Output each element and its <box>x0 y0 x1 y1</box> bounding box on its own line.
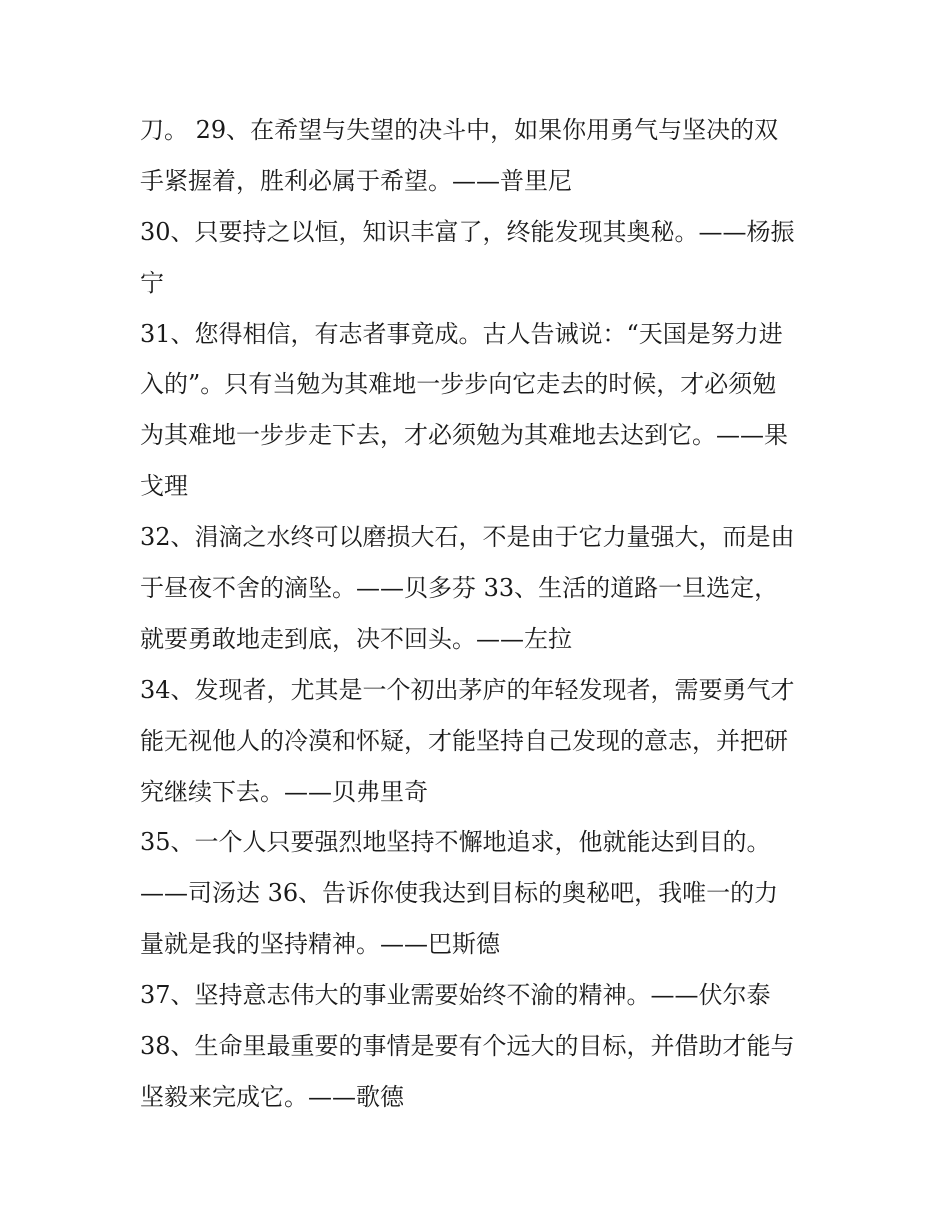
text-line: 37、坚持意志伟大的事业需要始终不渝的精神。——伏尔泰 <box>140 981 771 1010</box>
text-line: 量就是我的坚持精神。——巴斯德 <box>140 930 500 959</box>
text-line: 能无视他人的冷漠和怀疑，才能坚持自己发现的意志，并把研 <box>140 726 788 755</box>
text-line: ——司汤达 36、告诉你使我达到目标的奥秘吧，我唯一的力 <box>140 879 779 908</box>
text-line: 34、发现者，尤其是一个初出茅庐的年轻发现者，需要勇气才 <box>140 675 795 704</box>
text-line: 31、您得相信，有志者事竟成。古人告诫说：“天国是努力进 <box>140 319 783 348</box>
text-line: 入的”。只有当勉为其难地一步步向它走去的时候，才必须勉 <box>140 370 777 399</box>
text-line: 30、只要持之以恒，知识丰富了，终能发现其奥秘。——杨振 <box>140 217 795 246</box>
text-line: 戈理 <box>140 472 188 501</box>
text-line: 32、涓滴之水终可以磨损大石，不是由于它力量强大，而是由 <box>140 523 795 552</box>
text-line: 35、一个人只要强烈地坚持不懈地追求，他就能达到目的。 <box>140 828 771 857</box>
text-line: 宁 <box>140 268 164 297</box>
text-line: 为其难地一步步走下去，才必须勉为其难地去达到它。——果 <box>140 421 788 450</box>
text-line: 手紧握着，胜利必属于希望。——普里尼 <box>140 166 572 195</box>
text-line: 究继续下去。——贝弗里奇 <box>140 777 428 806</box>
quote-text-body <box>140 105 820 1123</box>
text-line: 就要勇敢地走到底，决不回头。——左拉 <box>140 624 572 653</box>
text-line: 38、生命里最重要的事情是要有个远大的目标，并借助才能与 <box>140 1032 795 1061</box>
text-line: 于昼夜不舍的滴坠。——贝多芬 33、生活的道路一旦选定， <box>140 574 779 603</box>
text-line: 刀。 29、在希望与失望的决斗中，如果你用勇气与坚决的双 <box>140 116 779 144</box>
text-line: 坚毅来完成它。——歌德 <box>140 1082 404 1111</box>
